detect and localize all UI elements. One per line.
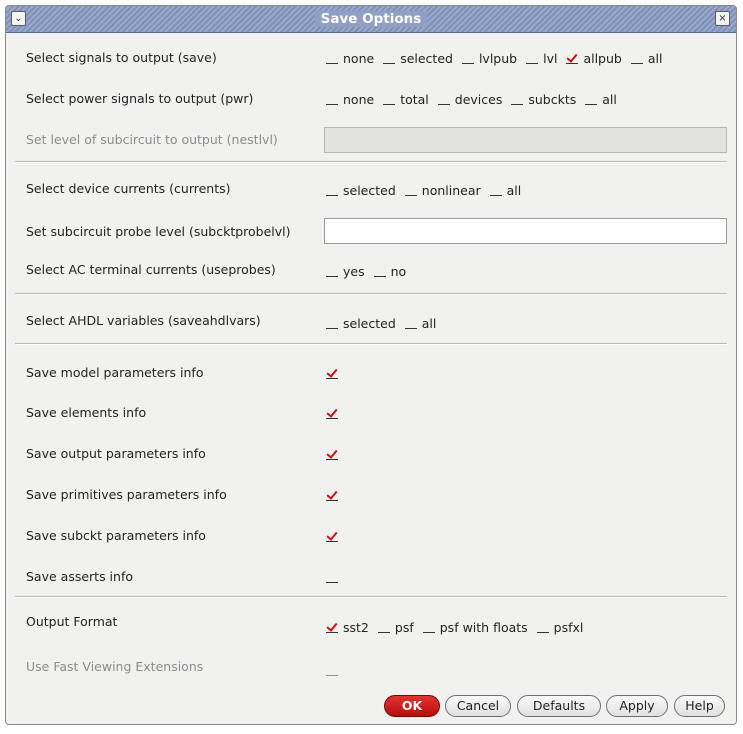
saveahdlvars-options <box>324 311 443 335</box>
primitives-params-checkbox[interactable] <box>326 489 338 501</box>
window-title: Save Options <box>315 11 428 27</box>
checkbox[interactable] <box>526 52 538 64</box>
checkbox[interactable] <box>438 93 450 105</box>
subckt-params-checkbox[interactable] <box>326 530 338 542</box>
model-params-label: Save model parameters info <box>26 365 204 380</box>
save-option-lvlpub[interactable]: lvlpub <box>460 51 517 66</box>
checkbox[interactable] <box>326 317 338 329</box>
save-options-dialog <box>5 5 737 725</box>
saveahdlvars-label: Select AHDL variables (saveahdlvars) <box>26 313 261 328</box>
checkbox[interactable] <box>511 93 523 105</box>
currents-options <box>324 178 528 202</box>
primitives-params-label: Save primitives parameters info <box>26 487 227 502</box>
pwr-option-none[interactable]: none <box>324 92 374 107</box>
nestlvl-label: Set level of subcircuit to output (nestlvl) <box>26 132 278 147</box>
elements-checkbox[interactable] <box>326 407 338 419</box>
checkbox[interactable] <box>423 621 435 633</box>
saveahdlvars-option-all[interactable]: all <box>403 316 437 331</box>
checkbox[interactable] <box>490 184 502 196</box>
output-format-option-sst2[interactable]: sst2 <box>324 620 369 635</box>
currents-option-all[interactable]: all <box>488 183 522 198</box>
output-format-option-psf[interactable]: psf <box>376 620 414 635</box>
checkbox[interactable] <box>383 52 395 64</box>
checkbox[interactable] <box>374 265 386 277</box>
asserts-label: Save asserts info <box>26 569 134 584</box>
output-format-label: Output Format <box>26 614 118 629</box>
nestlvl-input[interactable] <box>324 127 727 153</box>
subckt-params-label: Save subckt parameters info <box>26 528 206 543</box>
currents-label: Select device currents (currents) <box>26 181 231 196</box>
checkbox[interactable] <box>326 52 338 64</box>
useprobes-option-yes[interactable]: yes <box>324 264 365 279</box>
cancel-button[interactable]: Cancel <box>445 695 511 717</box>
ok-button[interactable]: OK <box>384 695 440 717</box>
title-bar <box>6 6 736 33</box>
checkbox[interactable] <box>326 93 338 105</box>
save-option-allpub[interactable]: allpub <box>564 51 621 66</box>
pwr-option-subckts[interactable]: subckts <box>509 92 576 107</box>
pwr-option-all[interactable]: all <box>583 92 617 107</box>
checkbox[interactable] <box>566 52 578 64</box>
useprobes-option-no[interactable]: no <box>372 264 407 279</box>
output-params-label: Save output parameters info <box>26 446 206 461</box>
save-option-lvl[interactable]: lvl <box>524 51 557 66</box>
apply-button[interactable]: Apply <box>606 695 668 717</box>
save-label: Select signals to output (save) <box>26 50 217 65</box>
save-option-none[interactable]: none <box>324 51 374 66</box>
model-params-checkbox[interactable] <box>326 367 338 379</box>
output-format-option-psfxl[interactable]: psfxl <box>535 620 584 635</box>
subcktprobelvl-label: Set subcircuit probe level (subcktprobelvl) <box>26 224 291 239</box>
chevron-down-icon[interactable]: ⌄ <box>11 11 26 26</box>
pwr-label: Select power signals to output (pwr) <box>26 91 254 106</box>
checkbox[interactable] <box>326 265 338 277</box>
elements-label: Save elements info <box>26 405 147 420</box>
fast-viewing-checkbox[interactable] <box>326 664 338 676</box>
subcktprobelvl-input[interactable] <box>324 218 727 244</box>
separator <box>15 161 727 163</box>
useprobes-options <box>324 259 413 283</box>
separator <box>15 343 727 345</box>
checkbox[interactable] <box>462 52 474 64</box>
checkbox[interactable] <box>326 621 338 633</box>
separator <box>15 293 727 295</box>
useprobes-label: Select AC terminal currents (useprobes) <box>26 262 276 277</box>
output-format-options <box>324 615 590 639</box>
fast-viewing-label: Use Fast Viewing Extensions <box>26 659 204 674</box>
pwr-option-devices[interactable]: devices <box>436 92 503 107</box>
checkbox[interactable] <box>405 317 417 329</box>
checkbox[interactable] <box>405 184 417 196</box>
separator <box>15 596 727 598</box>
checkbox[interactable] <box>631 52 643 64</box>
checkbox[interactable] <box>383 93 395 105</box>
asserts-checkbox[interactable] <box>326 571 338 583</box>
save-option-all[interactable]: all <box>629 51 663 66</box>
help-button[interactable]: Help <box>674 695 725 717</box>
output-format-option-psf-with-floats[interactable]: psf with floats <box>421 620 528 635</box>
close-icon[interactable]: × <box>715 11 730 26</box>
pwr-options <box>324 87 624 111</box>
checkbox[interactable] <box>585 93 597 105</box>
checkbox[interactable] <box>326 184 338 196</box>
currents-option-selected[interactable]: selected <box>324 183 396 198</box>
save-option-selected[interactable]: selected <box>381 51 453 66</box>
checkbox[interactable] <box>537 621 549 633</box>
currents-option-nonlinear[interactable]: nonlinear <box>403 183 481 198</box>
saveahdlvars-option-selected[interactable]: selected <box>324 316 396 331</box>
save-options <box>324 46 669 70</box>
output-params-checkbox[interactable] <box>326 448 338 460</box>
defaults-button[interactable]: Defaults <box>517 695 601 717</box>
pwr-option-total[interactable]: total <box>381 92 429 107</box>
checkbox[interactable] <box>378 621 390 633</box>
